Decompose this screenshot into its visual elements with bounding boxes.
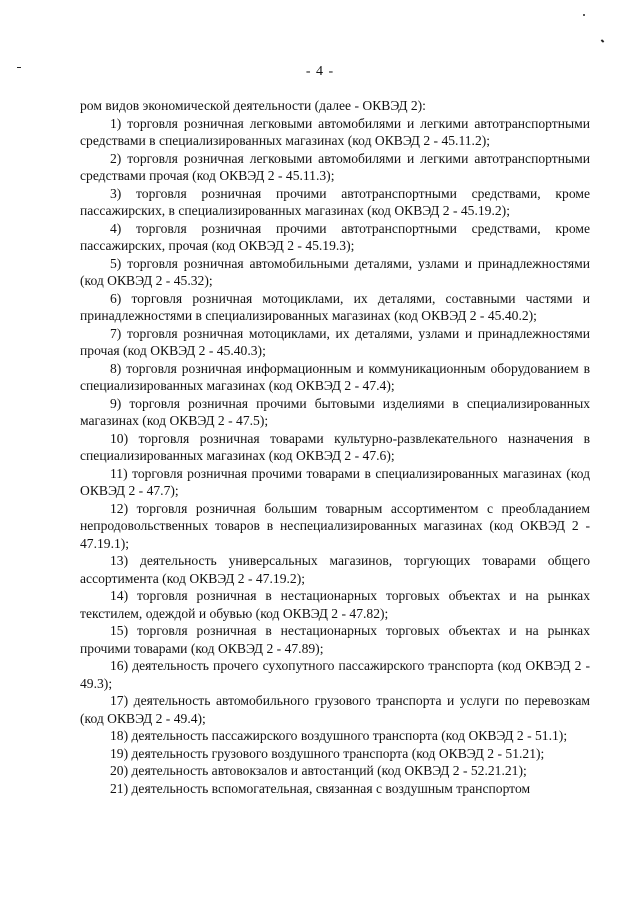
list-item: 15) торговля розничная в нестационарных торговых объектах и на рынках прочими товарами (код ОКВЭД 2 - 47.89); [80, 623, 590, 656]
list-item: 16) деятельность прочего сухопутного пассажирского транспорта (код ОКВЭД 2 - 49.3); [80, 658, 590, 691]
list-item: 3) торговля розничная прочими автотранспортными средствами, кроме пассажирских, в специализированных магазинах (код ОКВЭД 2 - 45.19.2); [80, 185, 590, 218]
list-item: 2) торговля розничная легковыми автомобилями и легкими автотранспортными средствами прочая (код ОКВЭД 2 - 45.11.3); [80, 150, 590, 183]
list-item: 4) торговля розничная прочими автотранспортными средствами, кроме пассажирских, прочая (код ОКВЭД 2 - 45.19.3); [80, 220, 590, 253]
list-item: 20) деятельность автовокзалов и автостанций (код ОКВЭД 2 - 52.21.21); [110, 763, 527, 778]
list-item: 5) торговля розничная автомобильными деталями, узлами и принадлежностями (код ОКВЭД 2 - 45.32); [80, 255, 590, 288]
page-number: - 4 - [305, 64, 335, 79]
list-item: 11) торговля розничная прочими товарами в специализированных магазинах (код ОКВЭД 2 - 47.7); [80, 465, 590, 498]
list-item: 7) торговля розничная мотоциклами, их деталями, узлами и принадлежностями прочая (код ОКВЭД 2 - 45.40.3); [80, 325, 590, 358]
list-item: 8) торговля розничная информационным и коммуникационным оборудованием в специализированных магазинах (код ОКВЭД 2 - 47.4); [80, 360, 590, 393]
list-item: 19) деятельность грузового воздушного транспорта (код ОКВЭД 2 - 51.21); [110, 745, 545, 761]
list-item: 21) деятельность вспомогательная, связанная с воздушным транспортом [110, 780, 531, 796]
list-item: 9) торговля розничная прочими бытовыми изделиями в специализированных магазинах (код ОКВЭД 2 - 47.5); [80, 395, 590, 428]
list-item: 14) торговля розничная в нестационарных торговых объектах и на рынках текстилем, одеждой и обувью (код ОКВЭД 2 - 47.82); [80, 588, 590, 621]
list-item: 13) деятельность универсальных магазинов, торгующих товарами общего ассортимента (код ОКВЭД 2 - 47.19.2); [80, 553, 590, 586]
list-item: 1) торговля розничная легковыми автомобилями и легкими автотранспортными средствами в специализированных магазинах (код ОКВЭД 2 - 45.11.2); [80, 115, 590, 148]
intro-line: ром видов экономической деятельности (далее - ОКВЭД 2): [80, 98, 426, 113]
list-item: 6) торговля розничная мотоциклами, их деталями, составными частями и принадлежностями в специализированных магазинах (код ОКВЭД 2 - 45.40.2); [80, 290, 590, 323]
list-item: 18) деятельность пассажирского воздушного транспорта (код ОКВЭД 2 - 51.1); [110, 728, 568, 743]
scan-speck [583, 14, 585, 16]
list-item: 10) торговля розничная товарами культурно-развлекательного назначения в специализированных магазинах (код ОКВЭД 2 - 47.6); [80, 430, 590, 463]
list-item: 12) торговля розничная большим товарным ассортиментом с преобладанием непродовольственных товаров в неспециализированных магазинах (код ОКВЭД 2 - 47.19.1); [80, 500, 590, 551]
document-body [80, 97, 590, 797]
list-item: 17) деятельность автомобильного грузового транспорта и услуги по перевозкам (код ОКВЭД 2 - 49.4); [80, 693, 590, 726]
scan-speck [601, 39, 605, 42]
